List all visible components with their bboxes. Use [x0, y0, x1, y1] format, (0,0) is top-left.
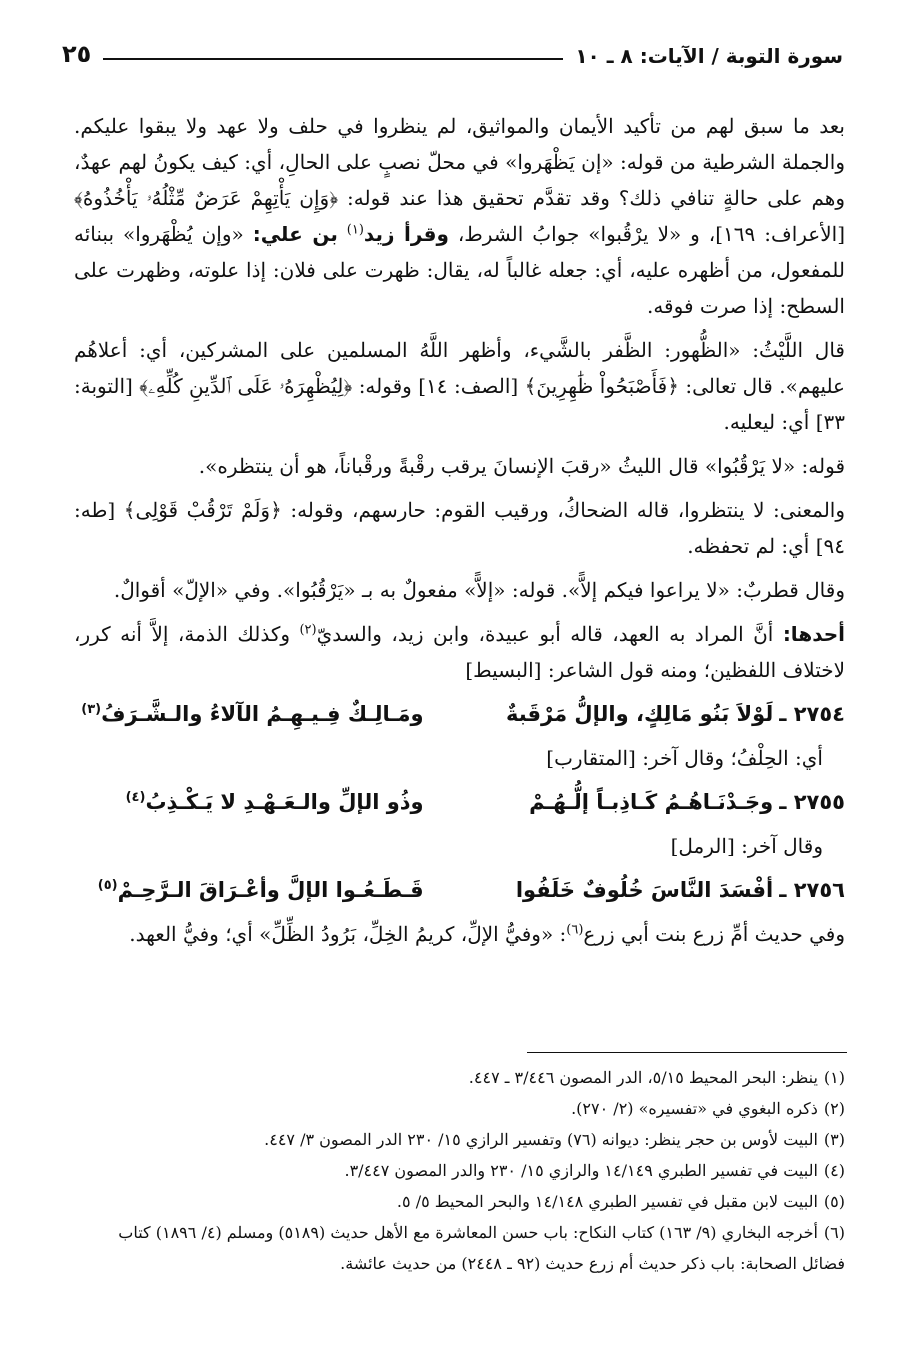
bold-phrase: وقرأ زيد: [363, 222, 449, 246]
footnote-ref[interactable]: (٢): [299, 622, 317, 638]
poem-verse: [74, 872, 845, 908]
paragraph-text: : «وفيُّ الإلِّ، كريمُ الخِلِّ، بَرُودُ الظِّلِّ» أي؛ وفيُّ العهد.: [129, 922, 567, 946]
footnote: [74, 1124, 845, 1155]
verse-number: ٢٧٥٤ ـ: [779, 702, 845, 726]
footnote-text: البيت في تفسير الطبري ١٤/١٤٩ والرازي ١٥/ ٢٣٠ والدر المصون ٣/٤٤٧.: [344, 1161, 818, 1180]
footnote-text: البيت لأوس بن حجر ينظر: ديوانه (٧٦) وتفسير الرازي ١٥/ ٢٣٠ الدر المصون ٣/ ٤٤٧.: [264, 1130, 818, 1149]
hemistich-text: وذُو الإلِّ والـعَـهْـدِ لا يَـكْـذِبُ: [145, 790, 424, 814]
footnote: [74, 1093, 845, 1124]
paragraph-text: «وإن يُظْهَروا» ببنائه للمفعول، من أظهره عليه، أي: جعله غالباً له، يقال: ظهرت على فلان: إذا علوته، وظهرت على السطح: إذا صرت فوقه.: [74, 222, 845, 318]
paragraph-3: قوله: «لا يَرْقُبُوا» قال الليثُ «رقبَ الإنسانَ يرقب رقْبةً ورقْباناً، هو أن ينتظره».: [198, 454, 845, 478]
footnote: [74, 1062, 845, 1093]
main-text: [74, 108, 845, 960]
verse-second-hemistich: [74, 872, 424, 908]
footnote-text: أخرجه البخاري (٩/ ١٦٣) كتاب النكاح: باب حسن المعاشرة مع الأهل حديث (٥١٨٩) ومسلم (٤/ ١٨٩٦) كتاب فضائل الصحابة: باب ذكر حديث أم زرع حديث (٩٢ ـ ٢٤٤٨) من حديث عائشة.: [118, 1223, 845, 1273]
poem-verse: [74, 696, 845, 732]
paragraph-1: [74, 108, 845, 324]
running-title: سورة التوبة / الآيات: ٨ ـ ١٠: [575, 44, 843, 68]
paragraph-5: وقال قطربٌ: «لا يراعوا فيكم إلاًّ». قوله: «إلاًّ» مفعولٌ به بـ «يَرْقُبُوا». وفي «الإلّ» أقوالٌ.: [113, 578, 845, 602]
hemistich-text: قَـطَـعُـوا الإلَّ وأعْـرَاقَ الـرَّحِـمْ: [117, 878, 424, 902]
page-number: ٢٥: [62, 40, 92, 68]
footnote-number: (٣): [823, 1130, 845, 1149]
footnote-number: (٢): [823, 1099, 845, 1118]
meter-note: وقال آخر: [الرمل]: [670, 834, 823, 858]
paragraph-text: أنَّ المراد به العهد، قاله أبو عبيدة، وابن زيد، والسديّ: [316, 622, 774, 646]
footnote-ref[interactable]: (٣): [81, 702, 102, 717]
footnotes: [74, 1062, 845, 1279]
paragraph-4: والمعنى: لا ينتظروا، قاله الضحاكُ، ورقيب القوم: حارسهم، وقوله: ﴿وَلَمْ تَرْقُبْ قَوْلِى﴾ [طه: ٩٤] أي: لم تحفظه.: [74, 498, 845, 558]
footnote-number: (٥): [823, 1192, 845, 1211]
footnote-number: (٦): [823, 1223, 845, 1242]
footnote: [74, 1217, 845, 1279]
verse-first-hemistich: لَوْلاَ بَنُو مَالِكٍ، والإلُّ مَرْقَبةٌ: [505, 702, 774, 726]
footnote-ref[interactable]: (٦): [566, 922, 584, 938]
paragraph-6: [74, 616, 845, 688]
footnote-divider: [527, 1052, 847, 1053]
paragraph-text: بعد ما سبق لهم من تأكيد الأيمان والمواثيق، لم ينظروا في حلف ولا عهد ولا يبقوا عليكم. والجملة الشرطية من قوله: «إن يَظْهَروا» في محلّ نصبٍ على الحالِ، أي: كيف يكونُ لهم عهدٌ، وهم على حالةٍ تنافي ذلك؟ وقد تقدَّم تحقيق هذا عند قوله: ﴿وَإِن يَأْتِهِمْ عَرَضٌ مِّثْلُهُۥ يَأْخُذُوهُ﴾ [الأعراف: ١٦٩]، و «لا يرْقُبوا» جوابُ الشرط،: [74, 114, 845, 246]
footnote-text: ينظر: البحر المحيط ٥/١٥، الدر المصون ٣/٤٤٦ ـ ٤٤٧.: [468, 1068, 818, 1087]
footnote-ref[interactable]: (١): [346, 222, 364, 238]
verse-first-hemistich: أفْسَدَ النَّاسَ خُلُوفٌ خَلَفُوا: [515, 878, 774, 902]
paragraph-2: قال اللَّيْثُ: «الظُّهور: الظَّفر بالشَّيء، وأظهر اللَّهُ المسلمين على المشركين، أي: أعلاهُم عليهم». قال تعالى: ﴿فَأَصْبَحُواْ ظَٰهِرِينَ﴾ [الصف: ١٤] وقوله: ﴿لِيُظْهِرَهُۥ عَلَى ٱلدِّينِ كُلِّهِۦ﴾ [التوبة: ٣٣] أي: ليعليه.: [74, 338, 845, 434]
footnote-text: ذكره البغوي في «تفسيره» (٢/ ٢٧٠).: [571, 1099, 818, 1118]
verse-first-hemistich: وجَـدْنَـاهُـمُ كَـاذِبـاً إلُّـهُـمْ: [529, 790, 774, 814]
paragraph-text: وكذلك الذمة، إلاَّ أنه كرر، لاختلاف اللفظين؛ ومنه قول الشاعر: [البسيط]: [74, 622, 845, 682]
page-header: [62, 34, 843, 68]
verse-number: ٢٧٥٥ ـ: [779, 790, 845, 814]
bold-phrase: بن علي:: [252, 222, 338, 246]
bold-phrase: أحدها:: [782, 622, 846, 646]
footnote-number: (٤): [823, 1161, 845, 1180]
verse-number: ٢٧٥٦ ـ: [779, 878, 845, 902]
footnote-ref[interactable]: (٥): [97, 878, 118, 893]
poem-verse: [74, 784, 845, 820]
header-rule: [103, 58, 563, 60]
footnote: [74, 1186, 845, 1217]
footnote: [74, 1155, 845, 1186]
footnote-text: البيت لابن مقبل في تفسير الطبري ١٤/١٤٨ والبحر المحيط ٥/ ٥.: [396, 1192, 818, 1211]
footnote-ref[interactable]: (٤): [125, 790, 146, 805]
paragraph-7: [74, 916, 845, 952]
paragraph-text: وفي حديث أمِّ زرع بنت أبي زرع: [583, 922, 845, 946]
verse-second-hemistich: [74, 784, 424, 820]
meter-note: أي: الحِلْفُ؛ وقال آخر: [المتقارب]: [546, 746, 823, 770]
hemistich-text: ومَـالِـكٌ فِـيـهِـمُ الآلاءُ والـشَّـرَفُ: [101, 702, 424, 726]
verse-second-hemistich: [74, 696, 424, 732]
footnote-number: (١): [823, 1068, 845, 1087]
